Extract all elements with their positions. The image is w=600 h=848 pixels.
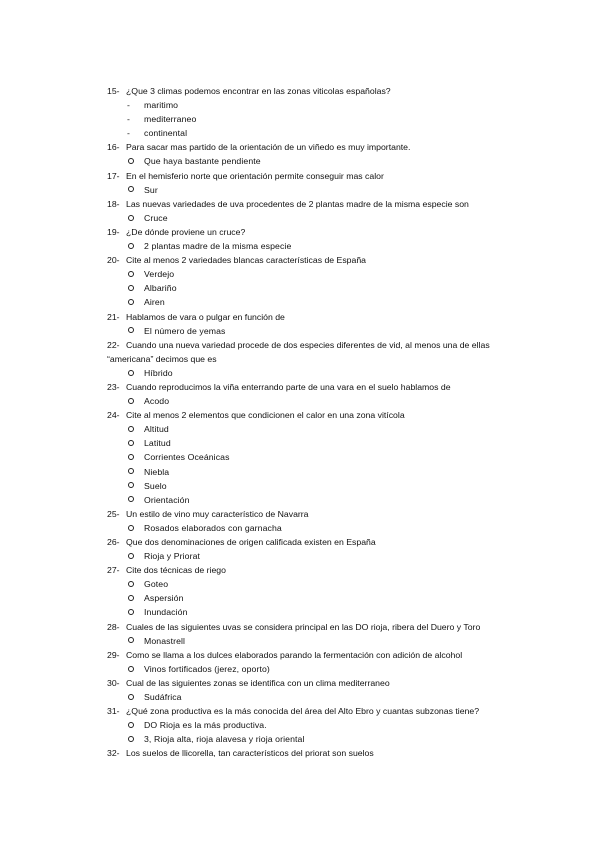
question-line: [107, 408, 527, 422]
circle-bullet-icon: [128, 450, 134, 464]
question-line: [107, 676, 527, 690]
answer-item: [107, 634, 527, 648]
answer-text: Airen: [144, 297, 165, 308]
question-number: 21-: [107, 311, 120, 322]
answer-text: Monastrell: [144, 635, 186, 646]
circle-bullet-icon: [128, 479, 134, 493]
answer-item: [107, 394, 527, 408]
answer-item: [107, 493, 527, 507]
answer-text: El número de yemas: [144, 325, 226, 336]
answer-text: continental: [144, 128, 188, 139]
circle-bullet-icon: [128, 605, 134, 619]
question-text: Las nuevas variedades de uva procedentes de 2 plantas madre de la misma especie son: [126, 198, 469, 209]
question-line: [107, 225, 527, 239]
answer-item: [107, 690, 527, 704]
question-number: 25-: [107, 508, 120, 519]
circle-bullet-icon: [128, 634, 134, 648]
answer-item: [107, 450, 527, 464]
question-line: [107, 84, 527, 98]
question-line: [107, 310, 527, 324]
answer-item: [107, 465, 527, 479]
answer-item: [107, 436, 527, 450]
circle-bullet-icon: [128, 211, 134, 225]
circle-bullet-icon: [128, 183, 134, 197]
question-text: Cite al menos 2 variedades blancas características de España: [126, 255, 367, 266]
circle-bullet-icon: [128, 493, 134, 507]
answer-text: Inundación: [144, 607, 188, 618]
question-number: 29-: [107, 649, 120, 660]
answer-item: [107, 183, 527, 197]
circle-bullet-icon: [128, 394, 134, 408]
answer-item: [107, 605, 527, 619]
question-number: 19-: [107, 226, 120, 237]
question-number: 15-: [107, 86, 120, 96]
answer-text: Que haya bastante pendiente: [144, 156, 261, 167]
question-line: [107, 140, 527, 154]
question-number: 32-: [107, 748, 120, 759]
question-number: 20-: [107, 255, 120, 266]
circle-bullet-icon: [128, 549, 134, 563]
question-line: [107, 380, 527, 394]
answer-text: Cruce: [144, 212, 168, 223]
question-text: ¿De dónde proviene un cruce?: [126, 226, 246, 237]
question-text: Cuando una nueva variedad procede de dos especies diferentes de vid, al menos una de ellas: [126, 339, 490, 350]
answer-item: [107, 295, 527, 309]
question-text: Un estilo de vino muy característico de Navarra: [126, 508, 309, 519]
question-text-continuation: “americana” decimos que es: [107, 353, 217, 364]
answer-item: [107, 126, 527, 140]
dash-bullet-icon: -: [127, 114, 130, 125]
dash-bullet-icon: -: [127, 100, 130, 111]
question-text: ¿Qué zona productiva es la más conocida del área del Alto Ebro y cuantas subzonas tiene?: [126, 706, 480, 717]
answer-item: [107, 324, 527, 338]
question-number: 24-: [107, 410, 120, 421]
question-text: Cite al menos 2 elementos que condicionen el calor en una zona vitícola: [126, 410, 405, 421]
question-text: ¿Que 3 climas podemos encontrar en las zonas viticolas españolas?: [126, 86, 391, 96]
answer-item: [107, 521, 527, 535]
question-line: [107, 535, 527, 549]
question-text: Cuales de las siguientes uvas se considera principal en las DO rioja, ribera del Duero y Toro: [126, 621, 481, 632]
answer-text: 3, Rioja alta, rioja alavesa y rioja oriental: [144, 734, 305, 745]
question-text: En el hemisferio norte que orientación permite conseguir mas calor: [126, 170, 384, 181]
question-line: [107, 507, 527, 521]
answer-item: [107, 98, 527, 112]
answer-item: [107, 732, 527, 746]
question-number: 26-: [107, 537, 120, 547]
question-number: 16-: [107, 142, 120, 153]
question-number: 17-: [107, 170, 120, 181]
question-line: [107, 746, 527, 760]
answer-text: Rioja y Priorat: [144, 551, 201, 562]
answer-text: Goteo: [144, 579, 169, 590]
answer-item: [107, 662, 527, 676]
answer-item: [107, 112, 527, 126]
circle-bullet-icon: [128, 154, 134, 168]
answer-text: Corrientes Oceánicas: [144, 452, 230, 463]
circle-bullet-icon: [128, 436, 134, 450]
answer-text: Híbrido: [144, 367, 173, 378]
dash-bullet-icon: -: [127, 128, 130, 139]
circle-bullet-icon: [128, 295, 134, 309]
answer-item: [107, 577, 527, 591]
question-line: [107, 338, 527, 352]
question-text: Para sacar mas partido de la orientación de un viñedo es muy importante.: [126, 142, 411, 153]
answer-item: [107, 718, 527, 732]
question-text: Hablamos de vara o pulgar en función de: [126, 311, 285, 322]
answer-text: Acodo: [144, 396, 170, 407]
question-number: 18-: [107, 198, 120, 209]
answer-item: [107, 267, 527, 281]
answer-item: [107, 549, 527, 563]
answer-item: [107, 422, 527, 436]
answer-item: [107, 366, 527, 380]
answer-text: Vinos fortificados (jerez, oporto): [144, 663, 270, 674]
document-body: [107, 84, 527, 761]
answer-text: maritimo: [144, 100, 179, 111]
answer-text: Niebla: [144, 466, 170, 477]
answer-text: DO Rioja es la más productiva.: [144, 720, 267, 731]
question-number: 31-: [107, 706, 120, 717]
circle-bullet-icon: [128, 422, 134, 436]
answer-text: Sudáfrica: [144, 692, 182, 703]
circle-bullet-icon: [128, 239, 134, 253]
question-line: [107, 197, 527, 211]
question-number: 30-: [107, 677, 120, 688]
question-text: Cuando reproducimos la viña enterrando parte de una vara en el suelo hablamos de: [126, 381, 451, 392]
circle-bullet-icon: [128, 690, 134, 704]
answer-text: Altitud: [144, 424, 169, 435]
answer-text: Latitud: [144, 438, 171, 449]
question-text: Los suelos de llicorella, tan característicos del priorat son suelos: [126, 748, 374, 759]
circle-bullet-icon: [128, 366, 134, 380]
question-text: Que dos denominaciones de origen calificada existen en España: [126, 537, 376, 547]
answer-item: [107, 211, 527, 225]
question-number: 22-: [107, 339, 120, 350]
circle-bullet-icon: [128, 591, 134, 605]
question-text: Cual de las siguientes zonas se identifica con un clima mediterraneo: [126, 677, 390, 688]
circle-bullet-icon: [128, 521, 134, 535]
circle-bullet-icon: [128, 718, 134, 732]
question-line: [107, 620, 527, 634]
question-line: [107, 253, 527, 267]
question-number: 27-: [107, 565, 120, 576]
circle-bullet-icon: [128, 577, 134, 591]
answer-text: 2 plantas madre de la misma especie: [144, 241, 292, 252]
answer-text: Sur: [144, 184, 158, 195]
circle-bullet-icon: [128, 662, 134, 676]
question-number: 23-: [107, 381, 120, 392]
circle-bullet-icon: [128, 324, 134, 338]
answer-item: [107, 239, 527, 253]
answer-text: Suelo: [144, 480, 167, 491]
circle-bullet-icon: [128, 732, 134, 746]
question-line: [107, 169, 527, 183]
answer-text: Aspersión: [144, 593, 184, 604]
question-line: [107, 704, 527, 718]
answer-item: [107, 479, 527, 493]
answer-text: mediterraneo: [144, 114, 197, 125]
answer-text: Rosados elaborados con garnacha: [144, 522, 282, 533]
answer-item: [107, 591, 527, 605]
answer-item: [107, 281, 527, 295]
answer-text: Verdejo: [144, 269, 175, 280]
question-number: 28-: [107, 621, 120, 632]
answer-text: Orientación: [144, 494, 190, 505]
answer-item: [107, 154, 527, 168]
circle-bullet-icon: [128, 267, 134, 281]
circle-bullet-icon: [128, 281, 134, 295]
circle-bullet-icon: [128, 465, 134, 479]
question-text: Como se llama a los dulces elaborados parando la fermentación con adición de alcohol: [126, 649, 463, 660]
answer-text: Albariño: [144, 283, 177, 294]
question-text: Cite dos técnicas de riego: [126, 565, 226, 576]
question-line: [107, 563, 527, 577]
question-line: [107, 648, 527, 662]
